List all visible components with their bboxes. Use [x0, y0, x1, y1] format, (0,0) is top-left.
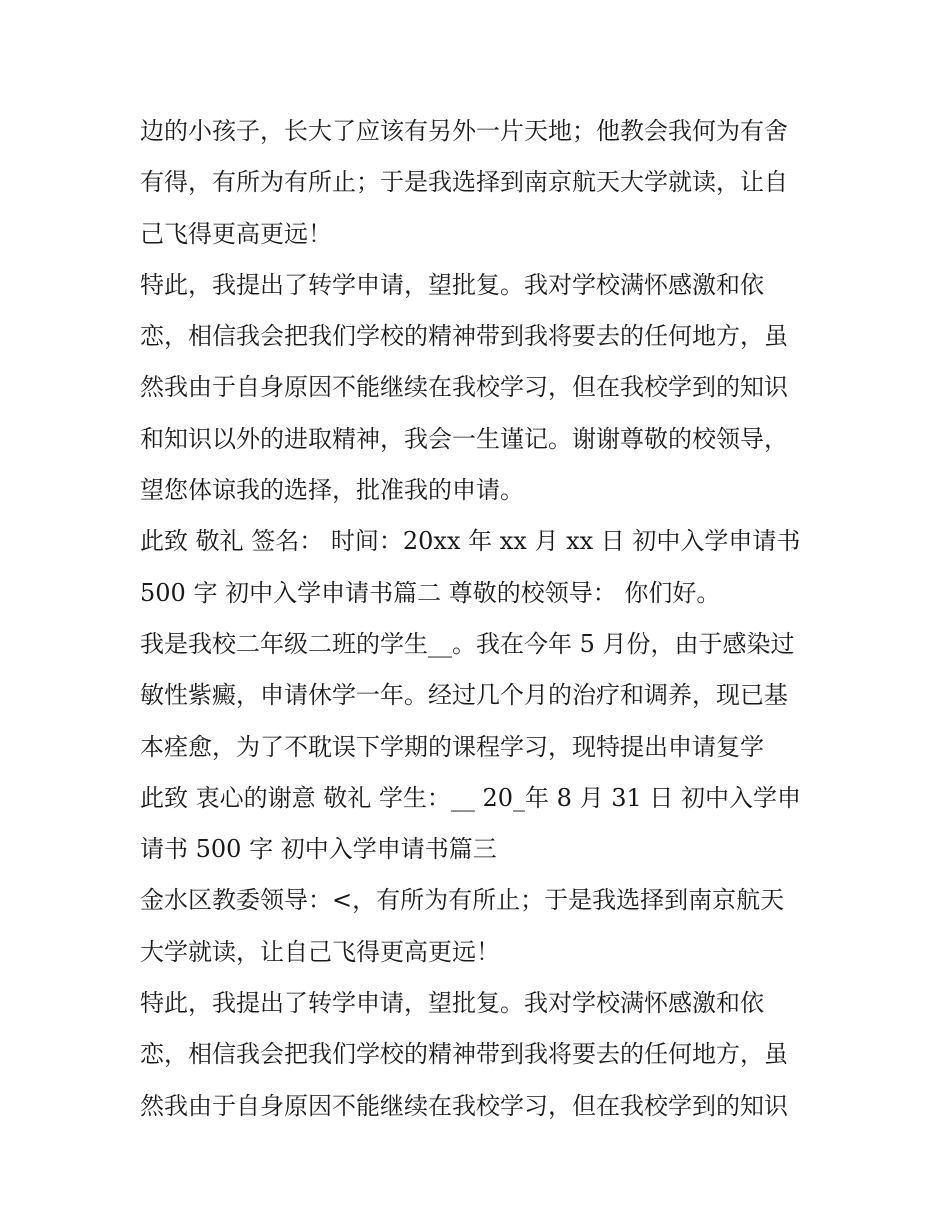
- text-line: 恋，相信我会把我们学校的精神带到我将要去的任何地方，虽: [140, 322, 788, 351]
- paragraph-1: [140, 106, 820, 260]
- text-line: 特此，我提出了转学申请，望批复。我对学校满怀感激和依: [140, 270, 764, 299]
- text-line: 有得，有所为有所止；于是我选择到南京航天大学就读，让自: [140, 168, 788, 197]
- text-line: 此致 敬礼 签名： 时间：20xx 年 xx 月 xx 日 初中入学申请书: [140, 527, 801, 556]
- text-line: 边的小孩子，长大了应该有另外一片天地；他教会我何为有舍: [140, 117, 788, 145]
- text-line: 望您体谅我的选择，批准我的申请。: [140, 476, 524, 505]
- paragraph-6: [140, 978, 820, 1132]
- text-line: 然我由于自身原因不能继续在我校学习，但在我校学到的知识: [140, 1091, 788, 1120]
- text-line: 我是我校二年级二班的学生__。我在今年 5 月份，由于感染过: [140, 629, 795, 658]
- document-body: [140, 106, 820, 1132]
- text-line: 请书 500 字 初中入学申请书篇三: [140, 835, 497, 864]
- text-line: 然我由于自身原因不能继续在我校学习，但在我校学到的知识: [140, 373, 788, 402]
- text-line: 500 字 初中入学申请书篇二 尊敬的校领导： 你们好。: [140, 578, 721, 607]
- paragraph-5: [140, 875, 820, 978]
- text-line: 此致 衷心的谢意 敬礼 学生：__ 20_年 8 月 31 日 初中入学申: [140, 783, 802, 812]
- text-line: 特此，我提出了转学申请，望批复。我对学校满怀感激和依: [140, 989, 764, 1018]
- text-line: 恋，相信我会把我们学校的精神带到我将要去的任何地方，虽: [140, 1040, 788, 1069]
- text-line: 敏性紫癜，申请休学一年。经过几个月的治疗和调养，现已基: [140, 681, 788, 710]
- text-line: 大学就读，让自己飞得更高更远！: [140, 937, 500, 966]
- text-line: 金水区教委领导：<，有所为有所止；于是我选择到南京航天: [140, 886, 785, 915]
- text-line: 和知识以外的进取精神，我会一生谨记。谢谢尊敬的校领导，: [140, 424, 788, 453]
- paragraph-4: [140, 619, 820, 875]
- text-line: 己飞得更高更远！: [140, 219, 332, 248]
- text-line: 本痊愈，为了不耽误下学期的课程学习，现特提出申请复学: [140, 732, 764, 761]
- paragraph-3: [140, 516, 820, 619]
- paragraph-2: [140, 260, 820, 516]
